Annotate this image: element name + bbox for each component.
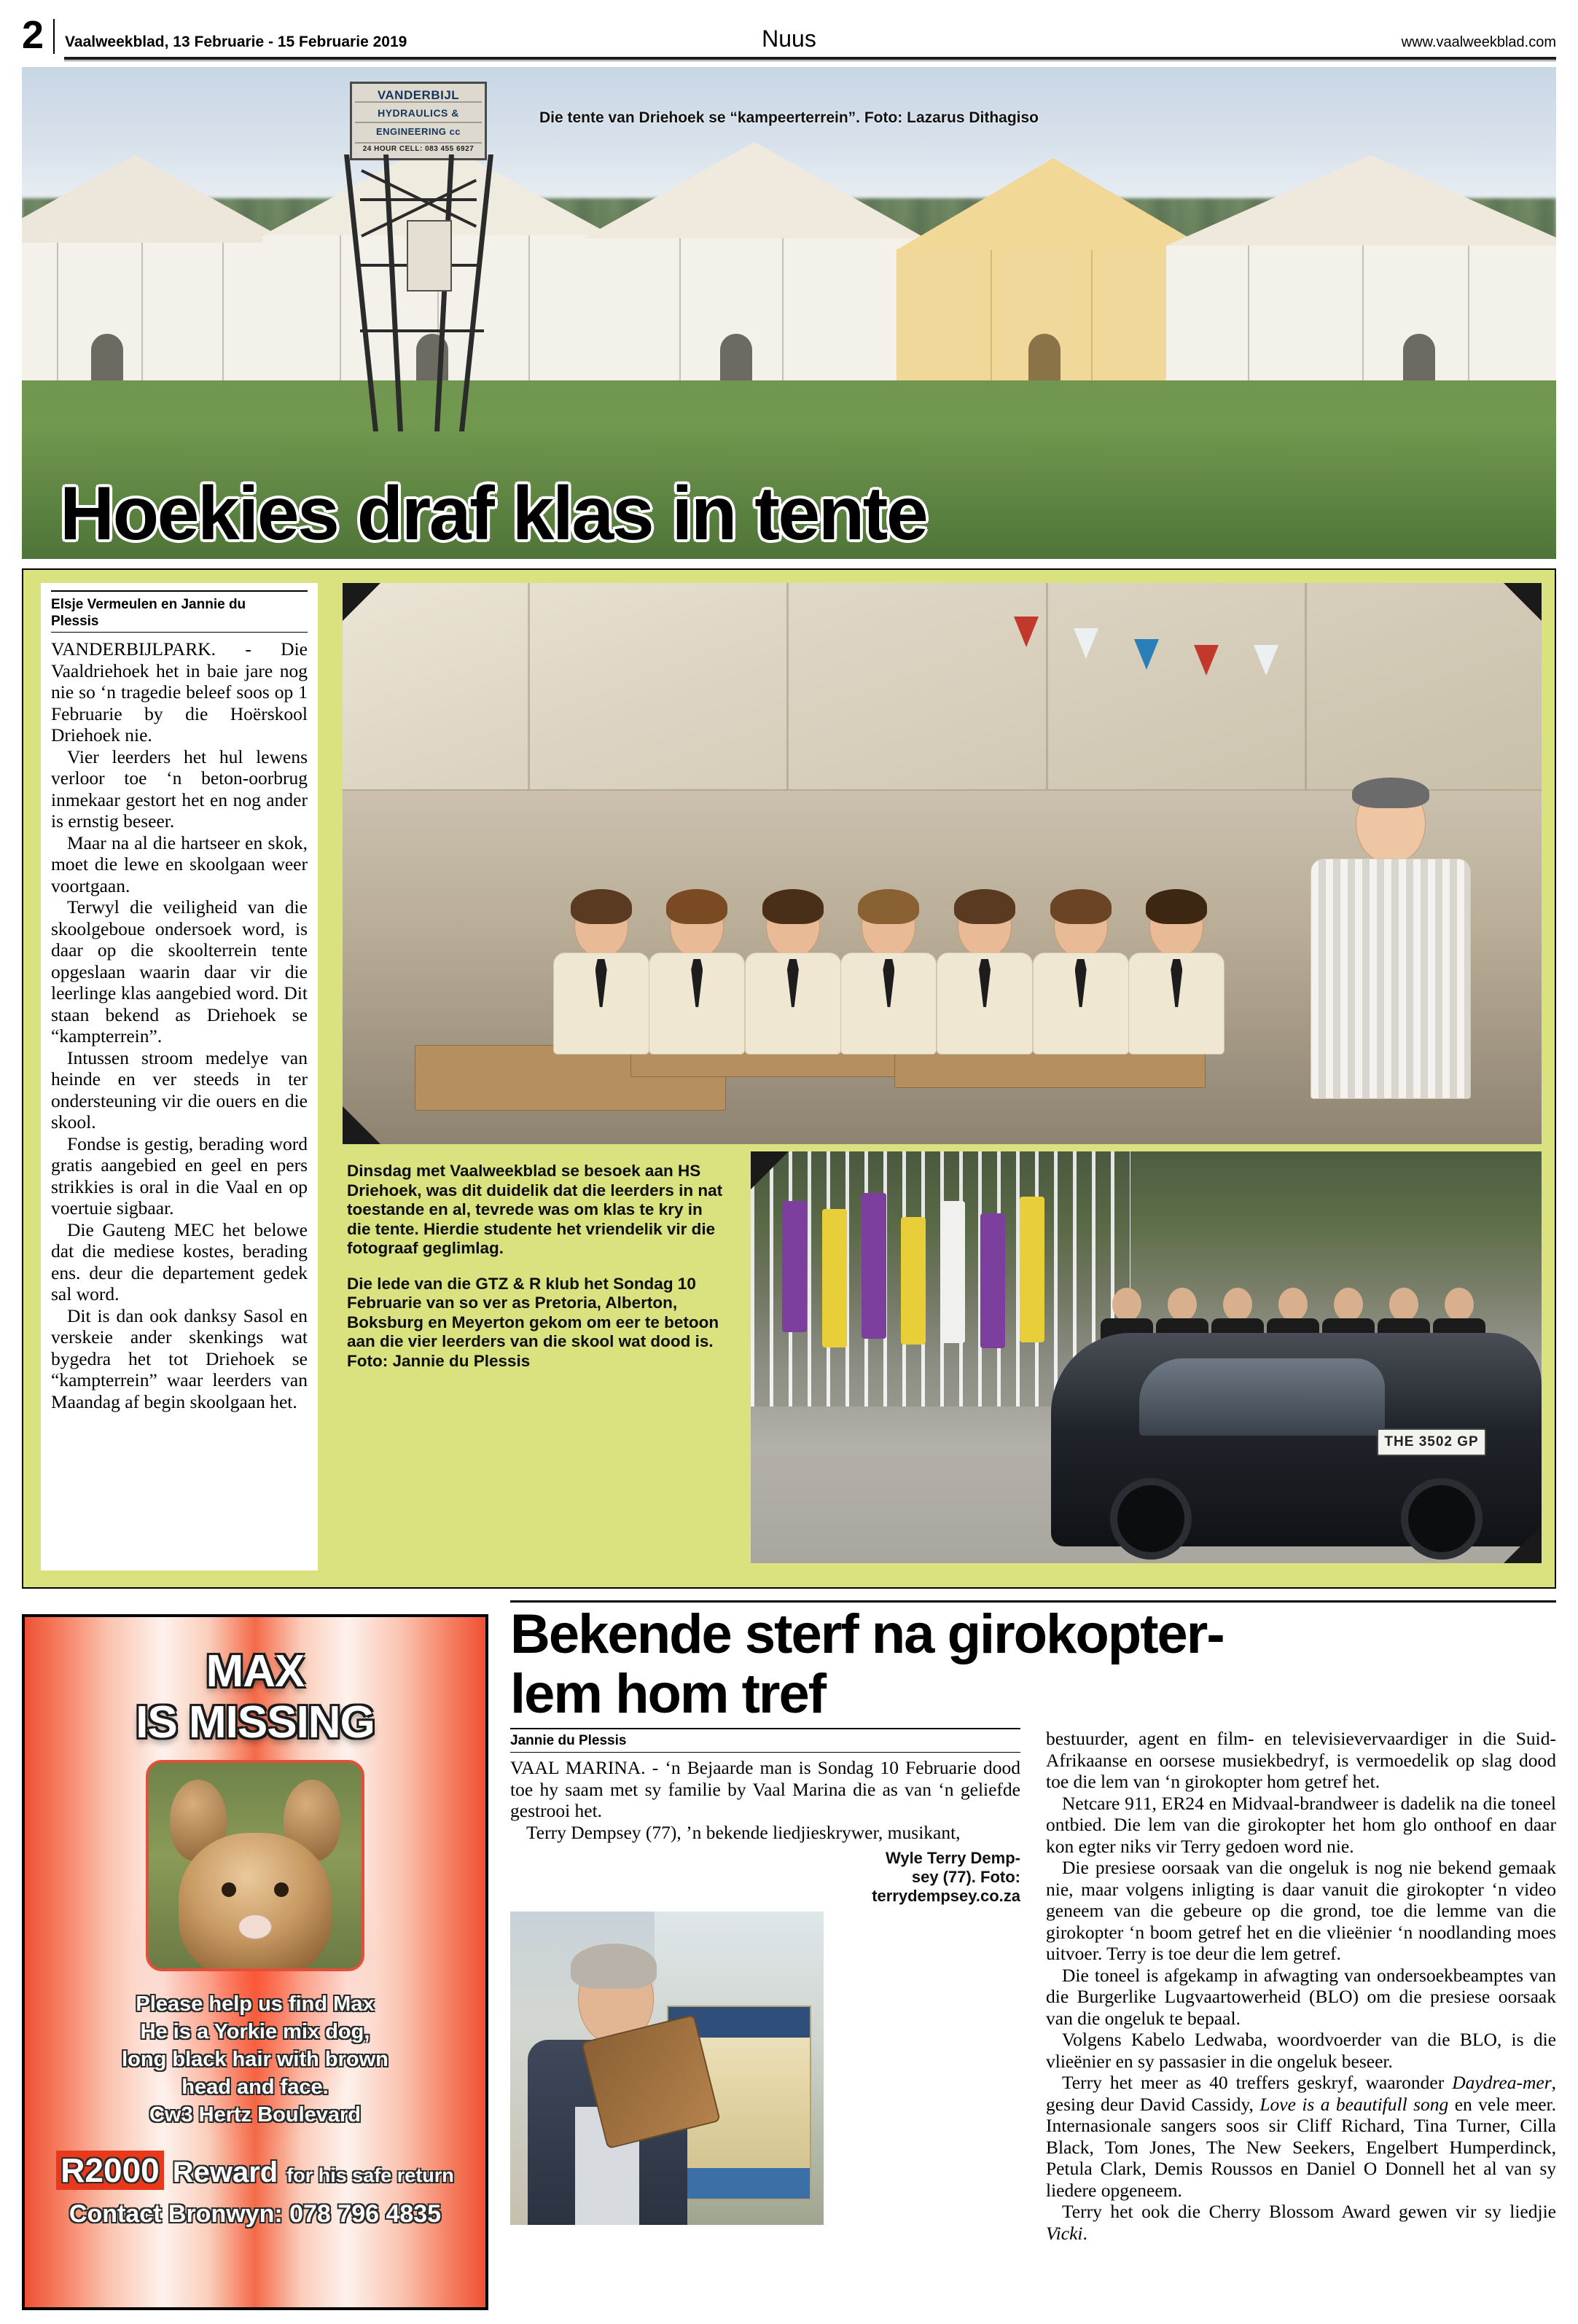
ribbon (980, 1213, 1005, 1348)
story2-paragraph: Terry Dempsey (77), ’n bekende liedjieskrywer, musikant, (526, 1821, 961, 1843)
missing-dog-advert[interactable] (22, 1614, 488, 2310)
terry-caption-line3: terrydempsey.co.za (872, 1887, 1020, 1905)
photo-corner-marker (1504, 1525, 1542, 1563)
para-post: . (1082, 2222, 1087, 2244)
photo-corner-marker (343, 583, 380, 621)
story2-paragraph: Die presiese oorsaak van die ongeluk is nog nie bekend gemaak nie, maar volgens inligting is daar vanuit die girokopter ‘n video geneem van die gebeure op die grond, toe die lemme van die girokopter ‘n boom getref het en die vlieënier ‘n noodlanding moes uitvoer. Terry is toe deur die lem getref. (1046, 1857, 1556, 1964)
story1-paragraph: Intussen stroom medelye van heinde en ver steeds in ter ondersteuning vir die ouers en die skool. (51, 1046, 308, 1132)
tower-sign-line2: HYDRAULICS & (378, 107, 459, 119)
website-url: www.vaalweekblad.com (1401, 34, 1556, 50)
photo-corner-marker (751, 1151, 789, 1189)
masthead-rule (64, 57, 1556, 61)
masthead (22, 10, 1556, 57)
page-number: 2 (22, 13, 44, 57)
story1-paragraph: Terwyl die veiligheid van die skoolgeboue ondersoek word, is daar op die skoolterrein tente opgeslaan waarin daar vir die leerlinge klas aangebied word. Dit staan bekend as Driehoek se “kampterrein”. (51, 896, 308, 1046)
tower-sign-line3: ENGINEERING cc (375, 126, 461, 137)
dog-photo (146, 1760, 364, 1971)
publication-date: Vaalweekblad, 13 Februarie - 15 Februarie 2019 (65, 34, 407, 50)
car-number-plate: THE 3502 GP (1377, 1428, 1486, 1456)
terry-dempsey-photo (510, 1912, 824, 2225)
dog-face (179, 1833, 332, 1971)
bunting-flag (1014, 617, 1039, 647)
story2-left-column (510, 1728, 1020, 2228)
poster-reward-line (25, 2151, 485, 2190)
terry-figure (517, 1949, 698, 2225)
story2-paragraph-cherry (1046, 2201, 1556, 2244)
ribbon (782, 1201, 807, 1332)
terry-caption-line1: Wyle Terry Demp- (885, 1849, 1020, 1867)
story1-paragraph: Dit is dan ook danksy Sasol en verskeie ander skenkings wat bygedra het tot Driehoek se “kampterrein” waar leerders van Maandag af begin skoolgaan het. (51, 1304, 308, 1412)
bunting-flag (1194, 645, 1219, 676)
ribbon (862, 1193, 886, 1339)
poster-body-line5: Cw3 Hertz Boulevard (149, 2103, 362, 2127)
tents-photo-caption: Die tente van Driehoek se “kampeerterrein”. Foto: Lazarus Dithagiso (539, 109, 1039, 126)
tower-sign-line4: 24 HOUR CELL: 083 455 6927 (362, 145, 474, 153)
tent-left (22, 242, 292, 380)
bunting-flag (1254, 645, 1278, 676)
story2-paragraph: Netcare 911, ER24 en Midvaal-brandweer is dadelik na die toneel ontbied. Die lem van die girokopter het hom glo onthoof en daar kon egter niks vir Terry gedoen word nie. (1046, 1792, 1556, 1857)
car-wheel (1401, 1478, 1483, 1560)
story1-byline (51, 590, 308, 633)
story2-right-column (1046, 1728, 1556, 2244)
section-title: Nuus (762, 26, 816, 52)
story1-paragraph: Vier leerders het hul lewens verloor toe ‘n beton-oorbrug inmekaar gestort het en nog ander is ernstig beseer. (51, 746, 308, 832)
terry-hair (571, 1944, 657, 1989)
terry-photo-caption (827, 1849, 1020, 1906)
student (1122, 896, 1231, 1055)
tower-equipment-box (407, 220, 452, 292)
ribbon (822, 1209, 847, 1347)
story1-paragraph: Maar na al die hartseer en skok, moet die lewe en skoolgaan weer voortgaan. (51, 832, 308, 896)
story1-green-caption (343, 1159, 733, 1563)
classroom-tent-photo (343, 583, 1542, 1144)
story1-byline-line2: Plessis (51, 614, 99, 629)
teacher (1300, 784, 1482, 1099)
student (834, 896, 943, 1055)
tent-third (583, 238, 926, 380)
water-tower (328, 82, 510, 431)
reward-tail: for his safe return (286, 2164, 454, 2186)
story2-paragraph-daydreamer (1046, 2072, 1556, 2201)
para-pre: Terry het ook die Cherry Blossom Award gewen vir sy liedjie (1062, 2201, 1556, 2222)
story2-headline-line2: lem hom tref (510, 1663, 826, 1725)
poster-title-line2: IS MISSING (136, 1697, 375, 1748)
tribute-cars-photo (751, 1151, 1542, 1563)
main-headline: Hoekies draf klas in tente (60, 472, 927, 556)
ribbon (901, 1217, 926, 1345)
green-caption-paragraph: Dinsdag met Vaalweekblad se besoek aan HS Driehoek, was dit duidelik dat die leerders in nat toestande en al, tevrede was om klas te kry in die tente. Hierdie studente het vriendelik vir die fotograaf geglimlag. (347, 1162, 723, 1257)
song-title-vicki: Vicki (1046, 2222, 1083, 2244)
photo-corner-marker (1504, 583, 1542, 621)
para-post: en vele meer. Internasionale sangers soos sir Cliff Richard, Tina Turner, Cilla Black, Tom Jones, The New Seekers, Engelbert Humperdinck, Petula Clark, Demis Roussos en Daniel O Donnell het al van sy liedere opgeneem. (1046, 2093, 1556, 2201)
story1-paragraph: Fondse is gestig, berading word gratis aangebied en geel en pers strikkies is oral in die Vaal en op voertuie sigbaar. (51, 1132, 308, 1218)
reward-label: Reward (172, 2156, 278, 2188)
terry-photo-block (510, 1849, 1020, 2228)
tent-canopy (343, 583, 1542, 791)
ribbon (1020, 1197, 1044, 1342)
poster-body-line3: long black hair with brown (122, 2048, 388, 2071)
story1-byline-line1: Elsje Vermeulen en Jannie du (51, 597, 246, 612)
story2-block (510, 1603, 1556, 2310)
bunting-flag (1074, 628, 1098, 659)
student (1026, 896, 1136, 1055)
dog-nose (238, 1914, 272, 1939)
poster-title-line1: MAX (206, 1646, 305, 1697)
tower-sign-line1: VANDERBIJL (377, 88, 460, 102)
para-mid: , gesing deur David Cassidy, (1046, 2072, 1556, 2115)
story1-paragraph: Die Gauteng MEC het belowe dat die mediese kostes, berading ens. deur die departement gedek sal word. (51, 1218, 308, 1304)
student (738, 896, 848, 1055)
student (642, 896, 751, 1055)
ribbon (940, 1201, 965, 1343)
story1-text-column (41, 583, 318, 1570)
poster-body-line2: He is a Yorkie mix dog, (140, 2020, 370, 2043)
student (930, 896, 1039, 1055)
poster-body-line1: Please help us find Max (136, 1992, 375, 2016)
dog-eye (222, 1882, 236, 1897)
para-pre: Terry het meer as 40 treffers geskryf, waaronder (1062, 2072, 1453, 2093)
tent-right (1166, 245, 1556, 380)
reward-amount: R2000 (56, 2151, 164, 2190)
story2-paragraph: Die toneel is afgekamp in afwagting van ondersoekbeamptes van die Burgerlike Lugvaartowerheid (BLO) om die presiese oorsaak van die ongeluk te bepaal. (1046, 1964, 1556, 2029)
story2-paragraph: VAAL MARINA. - ‘n Bejaarde man is Sondag 10 Februarie dood toe hy saam met sy familie by Vaal Marina die as van ‘n geliefde gestrooi het. (510, 1757, 1020, 1821)
story2-headline-line1: Bekende sterf na girokopter- (510, 1603, 1224, 1665)
student (547, 896, 656, 1055)
poster-contact[interactable]: Contact Bronwyn: 078 796 4835 (69, 2200, 442, 2228)
car-window (1139, 1358, 1384, 1436)
car-wheel (1110, 1478, 1192, 1560)
story2-paragraph: Volgens Kabelo Ledwaba, woordvoerder van die BLO, is die vlieënier en sy passasier in die ongeluk beseer. (1046, 2029, 1556, 2072)
story2-byline: Jannie du Plessis (510, 1728, 1020, 1753)
story2-top-rule (510, 1600, 1556, 1603)
dog-eye (274, 1882, 289, 1897)
bunting-flag (1134, 639, 1159, 670)
song-title-daydreamer: Daydrea-mer (1452, 2072, 1552, 2093)
story2-paragraph: bestuurder, agent en film- en televisievervaardiger in die Suid-Afrikaanse en oorsese musiekbedryf, is vermoedelik op slag dood toe die lem van ‘n girokopter hom getref het. (1046, 1728, 1556, 1792)
story1-panel (22, 568, 1556, 1589)
poster-body-line4: head and face. (181, 2075, 329, 2099)
green-caption-paragraph: Die lede van die GTZ & R klub het Sondag 10 Februarie van so ver as Pretoria, Alberton, Boksburg en Meyerton gekom om eer te betoon aan die vier leerders van die skool wat dood is. Foto: Jannie du Plessis (347, 1274, 719, 1370)
song-title-love: Love is a beautifull song (1259, 2093, 1449, 2115)
terry-caption-line2: sey (77). Foto: (911, 1868, 1020, 1886)
story1-paragraph: VANDERBIJLPARK. - Die Vaaldriehoek het in baie jare nog nie so ‘n tragedie beleef soos op 1 Februarie by die Hoërskool Driehoek nie. (51, 638, 308, 746)
tents-photo (22, 67, 1556, 559)
photo-corner-marker (343, 1106, 380, 1144)
tent-yellow-centre (897, 249, 1210, 380)
